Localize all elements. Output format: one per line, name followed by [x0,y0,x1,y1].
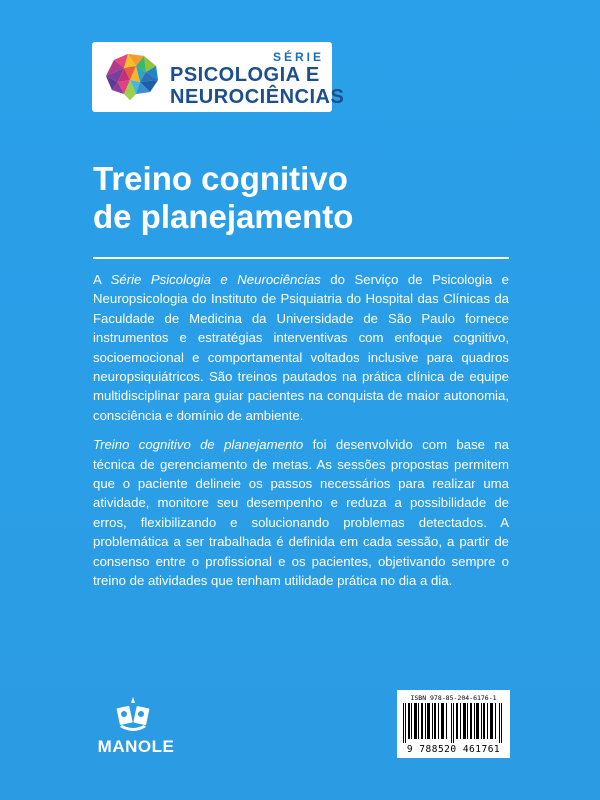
description-paragraph-1 [93,270,509,425]
p2-text: foi desenvolvido com base na técnica de gerenciamento de metas. As sessões propostas permitem que o paciente delineie os passos necessários para realizar uma atividade, monitore seu desempenho e reduza a possibilidade de erros, flexibilizando e solucionando problemas detectados. A problemática a ser trabalhada é definida em cada sessão, a partir de consenso entre o profissional e os pacientes, objetivando sempre o treino de atividades que tenham utilidade prática no dia a dia. [93,437,509,589]
barcode [397,690,510,758]
publisher-name: MANOLE [97,737,175,756]
title-divider [93,257,509,259]
isbn-text: ISBN 978-85-204-6176-1 [410,694,497,702]
barcode-bars [401,703,506,743]
book-title-line1: Treino cognitivo [93,160,348,197]
book-title-line2: de planejamento [93,198,354,235]
brain-icon [100,50,162,104]
publisher [96,695,176,765]
series-label: SÉRIE [272,50,324,64]
description [93,270,509,601]
book-title [93,160,513,236]
p1-prefix: A [93,272,111,287]
series-title-line1: PSICOLOGIA E [170,64,320,86]
series-badge [92,42,345,112]
description-paragraph-2 [93,435,509,590]
p1-series-name: Série Psicologia e Neurociências [110,272,321,287]
p2-book-name: Treino cognitivo de planejamento [93,437,304,453]
series-title-line2: NEUROCIÊNCIAS [170,86,345,108]
p1-text: do Serviço de Psicologia e Neuropsicologia do Instituto de Psiquiatria do Hospital das Clínicas da Faculdade de Medicina da Universidade de São Paulo fornece instrumentos e estratégias interventivas com enfoque cognitivo, socioemocional e comportamental voltados inclusive para quadros neuropsiquiátricos. São treinos pautados na prática clínica de equipe multidisciplinar para guiar pacientes na conquista de maior autonomia, consciência e domínio de ambiente. [93,272,509,423]
barcode-number: 9 788520 461761 [406,744,501,755]
series-title [170,64,345,108]
publisher-logo-icon [114,695,152,735]
